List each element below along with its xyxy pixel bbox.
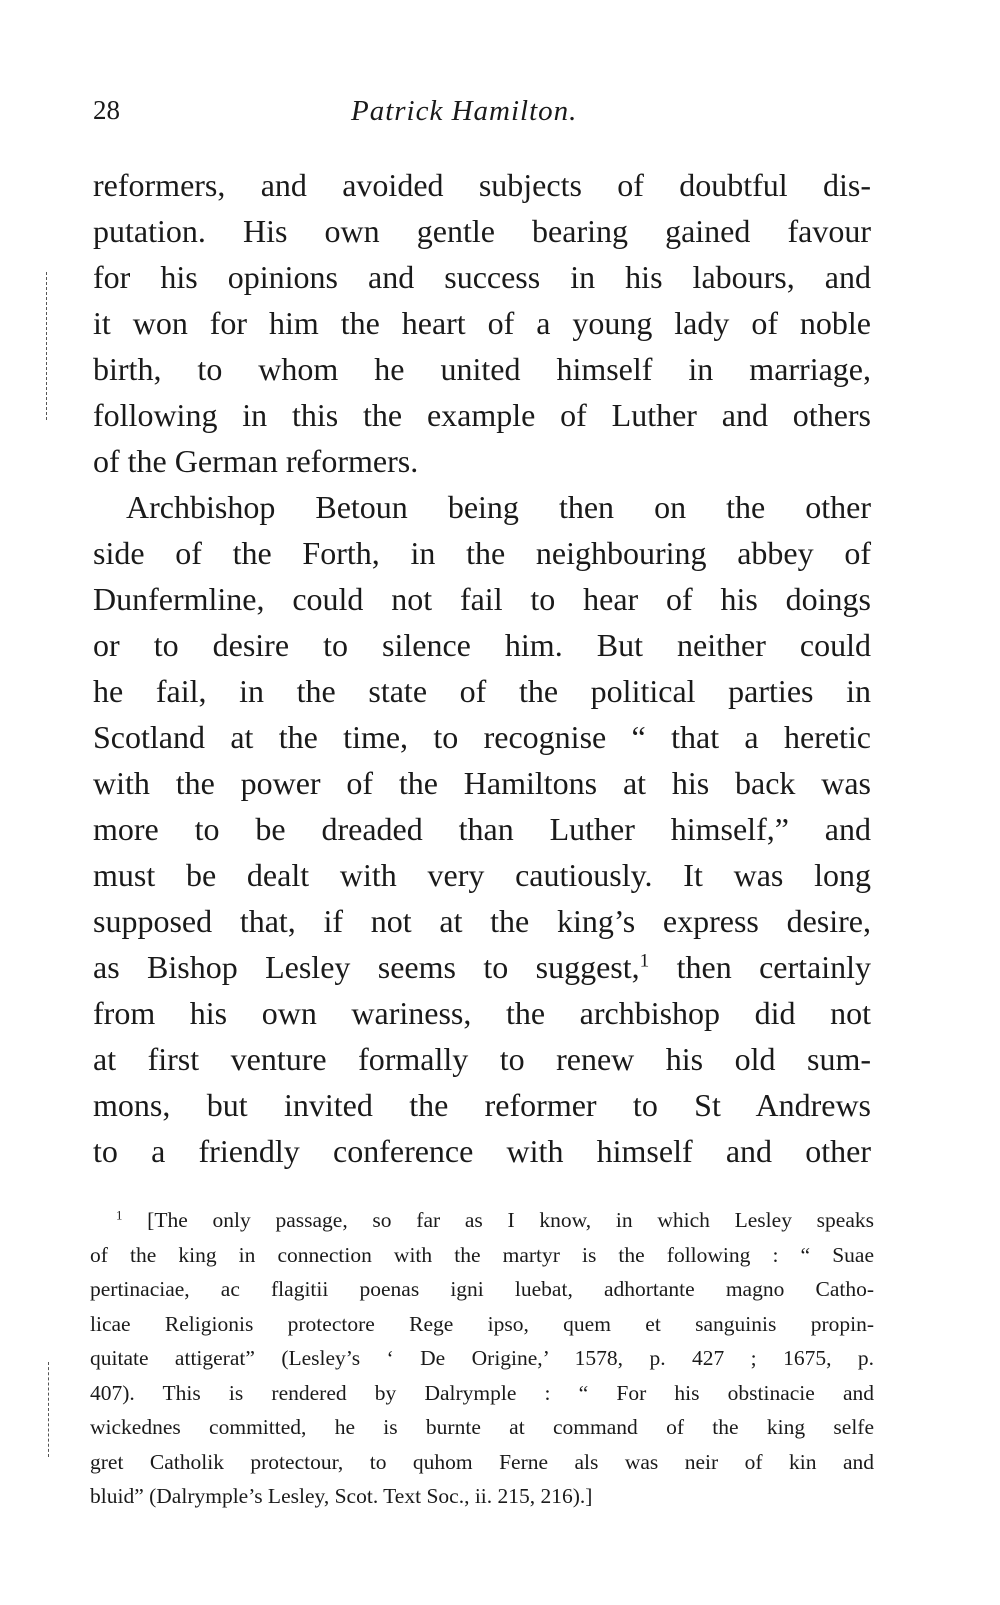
footnote-reference[interactable]: 1 [639,950,650,972]
text-line: to a friendly conference with himself and other [93,1133,871,1169]
margin-mark-top [46,272,47,420]
body-text [93,162,871,1174]
footnote-line: pertinaciae, ac flagitii poenas igni luebat, adhortante magno Catho- [90,1277,874,1301]
text-line: Scotland at the time, to recognise “ that a heretic [93,719,871,755]
footnote-line [90,1203,874,1238]
footnote-marker: 1 [116,1208,123,1223]
text-line: birth, to whom he united himself in marriage, [93,351,871,387]
text-line: Dunfermline, could not fail to hear of his doings [93,581,871,617]
text-line: he fail, in the state of the political parties in [93,673,871,709]
text-line: from his own wariness, the archbishop did not [93,995,871,1031]
margin-mark-bottom [48,1362,49,1457]
footnote-line: wickednes committed, he is burnte at command of the king selfe [90,1415,874,1439]
footnote-line: quitate attigerat” (Lesley’s ‘ De Origine,’ 1578, p. 427 ; 1675, p. [90,1346,874,1370]
page-number: 28 [93,95,120,125]
text-line: at first venture formally to renew his old sum- [93,1041,871,1077]
footnote-line: gret Catholik protectour, to quhom Ferne als was neir of kin and [90,1449,874,1474]
text-line: putation. His own gentle bearing gained favour [93,213,871,249]
footnote [90,1203,874,1514]
footnote-line: licae Religionis protectore Rege ipso, quem et sanguinis propin- [90,1311,874,1336]
page-header [93,95,893,135]
text-line: side of the Forth, in the neighbouring abbey of [93,535,871,571]
text-line: or to desire to silence him. But neither could [93,627,871,663]
text-line: it won for him the heart of a young lady of noble [93,305,871,341]
text-line: supposed that, if not at the king’s express desire, [93,903,871,939]
text-line: more to be dreaded than Luther himself,” and [93,811,871,847]
text-fragment: then certainly [649,949,872,985]
text-line: following in this the example of Luther and others [93,397,871,433]
footnote-line: 407). This is rendered by Dalrymple : “ For his obstinacie and [90,1380,874,1405]
footnote-line: of the king in connection with the martyr is the following : “ Suae [90,1242,874,1267]
text-line: of the German reformers. [93,443,419,479]
text-fragment: as Bishop Lesley seems to suggest, [93,949,640,985]
text-line: for his opinions and success in his labours, and [93,259,871,295]
running-title: Patrick Hamilton. [351,95,578,127]
text-line: must be dealt with very cautiously. It was long [93,857,871,893]
text-line: reformers, and avoided subjects of doubtful dis- [93,167,871,203]
paragraph-start-line: Archbishop Betoun being then on the other [126,489,871,525]
footnote-line: bluid” (Dalrymple’s Lesley, Scot. Text Soc., ii. 215, 216).] [90,1484,593,1508]
text-line: with the power of the Hamiltons at his back was [93,765,871,801]
footnote-text: [The only passage, so far as I know, in which Lesley speaks [122,1208,874,1232]
text-line-with-footnote-ref [93,944,871,990]
text-line: mons, but invited the reformer to St Andrews [93,1087,871,1123]
